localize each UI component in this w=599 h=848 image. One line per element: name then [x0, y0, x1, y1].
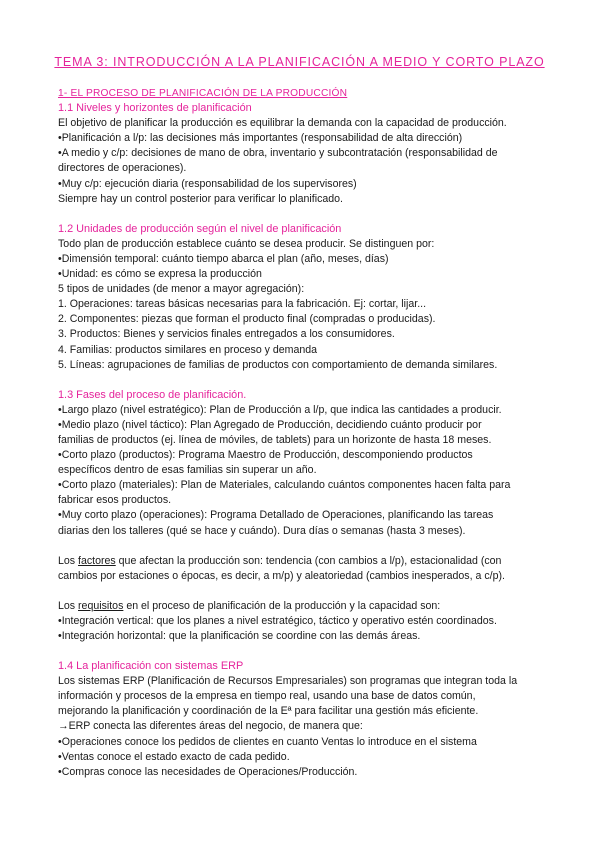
bullet-line: •Medio plazo (nivel táctico): Plan Agregado de Producción, decidiendo cuánto producir por: [58, 418, 482, 431]
subsection-1-1-body: [58, 116, 542, 207]
document-title: TEMA 3: INTRODUCCIÓN A LA PLANIFICACIÓN A MEDIO Y CORTO PLAZO: [54, 55, 545, 69]
document-body: [58, 86, 542, 780]
text-line: mejorando la planificación y coordinación de la Eª para facilitar una gestión más eficiente.: [58, 705, 479, 718]
text-line: información y procesos de la empresa en tiempo real, usando una base de datos común,: [58, 690, 476, 703]
bullet-line: •Integración vertical: que los planes a nivel estratégico, táctico y operativo estén coordinados.: [58, 614, 497, 627]
numbered-line: 4. Familias: productos similares en proceso y demanda: [58, 343, 318, 356]
numbered-line: 1. Operaciones: tareas básicas necesarias para la fabricación. Ej: cortar, lijar...: [58, 298, 427, 311]
factores-post: que afectan la producción son: tendencia (con cambios a l/p), estacionalidad (con: [115, 554, 502, 567]
subsection-1-2-body: [58, 237, 542, 373]
numbered-line: 5. Líneas: agrupaciones de familias de productos con comportamiento de demanda similares.: [58, 358, 498, 371]
bullet-line: •Corto plazo (materiales): Plan de Materiales, calculando cuántos componentes hacen falta para: [58, 479, 511, 492]
bullet-line: •Muy c/p: ejecución diaria (responsabilidad de los supervisores): [58, 177, 357, 190]
text-line: Los sistemas ERP (Planificación de Recursos Empresariales) son programas que integran toda la: [58, 675, 518, 688]
factores-keyword: factores: [78, 554, 116, 567]
bullet-line: •Ventas conoce el estado exacto de cada pedido.: [58, 750, 290, 763]
subsection-heading-1-1: 1.1 Niveles y horizontes de planificación: [58, 102, 252, 115]
factores-pre: Los: [58, 554, 79, 567]
factores-paragraph: [58, 554, 542, 569]
text-line: diarias den los talleres (qué se hace y cuándo). Dura días o semanas (hasta 3 meses).: [58, 524, 466, 537]
requisitos-paragraph: [58, 599, 542, 614]
text-line: fabricar esos productos.: [58, 494, 172, 507]
bullet-line: •Unidad: es cómo se expresa la producción: [58, 268, 262, 281]
subsection-heading-1-3: 1.3 Fases del proceso de planificación.: [58, 388, 247, 401]
text-line: específicos dentro de esas familias sin superar un año.: [58, 464, 317, 477]
requisitos-pre: Los: [58, 599, 79, 612]
bullet-line: •A medio y c/p: decisiones de mano de obra, inventario y subcontratación (responsabilidad de: [58, 147, 498, 160]
text-line: familias de productos (ej. línea de móviles, de tablets) para un horizonte de hasta 18 meses.: [58, 433, 492, 446]
text-line: El objetivo de planificar la producción es equilibrar la demanda con la capacidad de producción.: [58, 117, 507, 130]
bullet-line: •Planificación a l/p: las decisiones más importantes (responsabilidad de alta dirección): [58, 132, 463, 145]
numbered-line: 2. Componentes: piezas que forman el producto final (compradas o producidas).: [58, 313, 436, 326]
subsection-1-3-body: [58, 403, 542, 644]
bullet-line: •Integración horizontal: que la planificación se coordine con las demás áreas.: [58, 630, 421, 642]
section-heading: 1- EL PROCESO DE PLANIFICACIÓN DE LA PRODUCCIÓN: [58, 88, 348, 99]
subsection-heading-1-2: 1.2 Unidades de producción según el nivel de planificación: [58, 222, 342, 235]
numbered-line: 3. Productos: Bienes y servicios finales entregados a los consumidores.: [58, 328, 395, 341]
bullet-line: •Dimensión temporal: cuánto tiempo abarca el plan (año, meses, días): [58, 252, 389, 265]
bullet-line: •Corto plazo (productos): Programa Maestro de Producción, descomponiendo productos: [58, 449, 473, 462]
text-line: 5 tipos de unidades (de menor a mayor agregación):: [58, 283, 305, 296]
text-line: directores de operaciones).: [58, 162, 187, 175]
requisitos-post: en el proceso de planificación de la producción y la capacidad son:: [123, 599, 441, 612]
bullet-line: •Compras conoce las necesidades de Operaciones/Producción.: [58, 765, 358, 778]
subsection-1-4-body: [58, 674, 542, 780]
text-line: Siempre hay un control posterior para verificar lo planificado.: [58, 192, 343, 205]
bullet-line: •Operaciones conoce los pedidos de clientes en cuanto Ventas lo introduce en el sistema: [58, 735, 477, 748]
arrow-line: →ERP conecta las diferentes áreas del negocio, de manera que:: [58, 720, 363, 733]
bullet-line: •Muy corto plazo (operaciones): Programa Detallado de Operaciones, planificando las tareas: [58, 509, 494, 522]
text-line: Todo plan de producción establece cuánto se desea producir. Se distinguen por:: [58, 237, 435, 250]
subsection-heading-1-4: 1.4 La planificación con sistemas ERP: [58, 660, 244, 673]
text-line: cambios por estaciones o épocas, es decir, a m/p) y aleatoriedad (cambios inesperados, a c/p).: [58, 569, 505, 582]
bullet-line: •Largo plazo (nivel estratégico): Plan de Producción a l/p, que indica las cantidades a producir.: [58, 403, 502, 416]
requisitos-keyword: requisitos: [78, 599, 124, 612]
